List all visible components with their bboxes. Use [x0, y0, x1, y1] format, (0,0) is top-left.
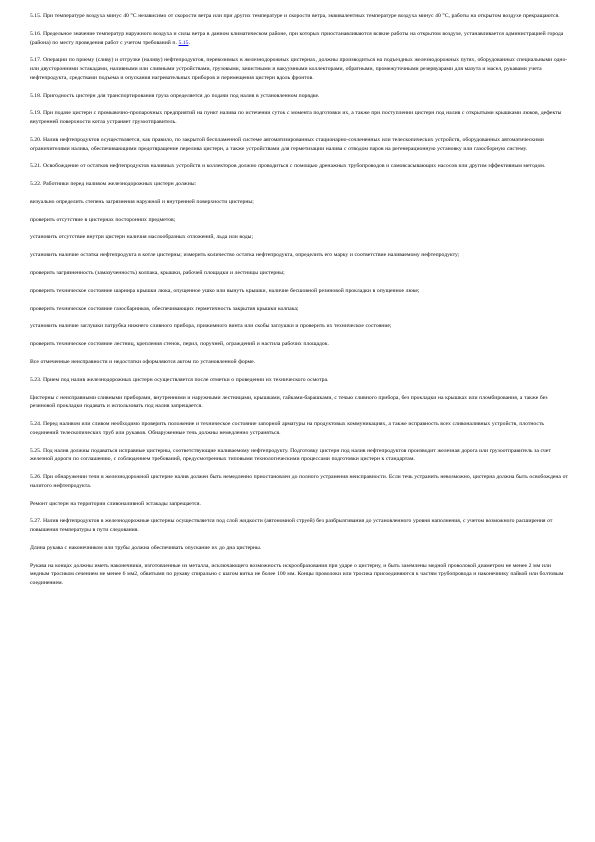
paragraph-5-23-cont: Цистерны с неисправными сливными приборами, внутренними и наружными лестницами, крышками, гайками-барашками, с течью сливного прибора, без прокладки на крышках или пломбирования, а также без резиновой прокладки подавать и использовать под налив запрещается.: [30, 394, 548, 410]
paragraph-5-16-text: 5.16. Предельное значение температур наружного воздуха и силы ветра в данном климатическом районе, при которых приостанавливаются всякие работы на открытом воздухе, устанавливается администрацией города (района) по месту проведения работ с учетом требований п.: [30, 30, 564, 46]
paragraph-5-22-item: проверить техническое состояние шарнира крышки люка, опущенное ушко или вынуть крышки, наличие бесшовной резиновой прокладки в опущенное люке;: [30, 287, 420, 294]
paragraph-5-27: 5.27. Налив нефтепродуктов в железнодорожные цистерны осуществляется под слой жидкости (автономной струей) без разбрызгивания до установленного уровня наполнения, с учетом возможного расширения от повышения температуры в пути следования.: [30, 518, 553, 534]
paragraph-5-27-cont: Рукава на концах должны иметь наконечники, изготовленные из металла, исключающего возможность искрообразования при ударе о цистерну, и быть заземлены медной проволокой диаметром не менее 2 мм или медным тросиком сечением не менее 6 мм2, обвитыми по рукаву спирально с шагом витка не более 100 мм. Концы проволоки или тросика присоединяются к частям трубопровода и наконечнику пайкой или болтовым соединением.: [30, 562, 564, 587]
paragraph-5-27-cont: Длина рукава с наконечником или трубы должна обеспечивать опускание их до дна цистерны.: [30, 544, 262, 551]
paragraph-5-15: 5.15. При температуре воздуха минус 40 °С независимо от скорости ветра или при других температуре и скорости ветра, эквивалентных температуре воздуха минус 40 °С, работы на открытом воздухе прекращаются.: [30, 13, 560, 19]
paragraph-5-16-tail: .: [188, 39, 190, 46]
paragraph-5-26: 5.26. При обнаружении течи в железнодорожной цистерне налив должен быть немедленно приостановлен до полного устранения неисправности. Если течь устранить невозможно, цистерна должна быть освобождена от налитого нефтепродукта.: [30, 474, 568, 489]
paragraph-5-22-item: установить наличие остатка нефтепродукта в котле цистерны; измерить количество остатка нефтепродукта, определить его марку и соответствие наливаемому нефтепродукту;: [30, 252, 460, 259]
paragraph-5-22-item: установить наличие заглушки патрубка нижнего сливного прибора, прижимного винта или скобы заглушки и проверить их техническое состояние;: [30, 323, 392, 330]
paragraph-5-22: 5.22. Работники перед наливом железнодорожных цистерн должны:: [30, 181, 197, 188]
clause-5-15-link[interactable]: 5.15: [178, 39, 189, 46]
paragraph-5-22-item: установить отсутствие внутри цистерн наличия маслообразных отложений, льда или воды;: [30, 234, 254, 241]
paragraph-5-22-item: проверить техническое состояние лестниц, крепления стенок, перил, поручней, ограждений и настила рабочих площадок.: [30, 341, 329, 348]
paragraph-5-19: 5.19. При подаче цистерн с промывочно-пропарочных предприятий на пункт налива по истечении суток с момента подготовки их, а также при поступлении цистерн под налив с открытыми крышками люков, дефекты внутренней поверхности котла устраняет грузоотправитель.: [30, 110, 562, 125]
paragraph-5-20: 5.20. Налив нефтепродуктов осуществляется, как правило, по закрытой беспламенной системе автоматизированных стационарно-сочлененных или телескопических устройств, оборудованных автоматическими ограничителями налива, обеспечивающими предотвращение перелива цистерн, а также устройствами для герметизации налива с отводом паров на регенерационную установку или газосборную систему.: [30, 136, 544, 152]
paragraph-5-18: 5.18. Пригодность цистерн для транспортирования груза определяется до подачи под налив в установленном порядке.: [30, 92, 320, 99]
paragraph-5-22-note: Все отмеченные неисправности и недостатки оформляются актом по установленной форме.: [30, 359, 256, 366]
paragraph-5-23: 5.23. Прием под налив железнодорожных цистерн осуществляется после отметки о проведении их технического осмотра.: [30, 376, 329, 383]
paragraph-5-17: 5.17. Операции по приему (сливу) и отгрузке (наливу) нефтепродуктов, перевозимых в железнодорожных цистернах, должны производиться на подъездных железнодорожных путях, оборудованных специальными одно- или двусторонними эстакадами, наливными или сливными устройствами, грузовыми, зачистными и вакуумными коллекторами, обратными, промежуточными резервуарами для мазута и масел, рукавами учета нефтепродукта, средствами подъема и опускания нагревательных приборов и перемещения цистерн вдоль фронтов.: [30, 57, 568, 81]
paragraph-5-21: 5.21. Освобождение от остатков нефтепродуктов наливных устройств и коллекторов должно проводиться с помощью дренажных трубопроводов и самовсасывающих насосов или другим эффективным методом.: [30, 163, 546, 170]
paragraph-5-22-item: проверить отсутствие в цистернах посторонних предметов;: [30, 216, 176, 223]
paragraph-5-16: [30, 30, 571, 47]
paragraph-5-22-item: проверить загрязненность (замазученность) колпака, крышки, рабочей площадки и лестницы цистерны;: [30, 270, 285, 277]
paragraph-5-26-cont: Ремонт цистерн на территории сливоналивной эстакады запрещается.: [30, 500, 201, 507]
paragraph-5-24: 5.24. Перед наливом или сливом необходимо проверить положение и техническое состояние запорной арматуры на продуктовых коммуникациях, а также исправность всех сливоналивных устройств, плотность соединений телескопических труб или рукавов. Обнаруженные течь должны немедленно устраняться.: [30, 421, 545, 436]
paragraph-5-22-item: визуально определить степень загрязнения наружной и внутренней поверхности цистерны;: [30, 198, 254, 205]
paragraph-5-22-item: проверить техническое состояние газосбарников, обеспечивающих герметичность закрытия крышки колпака;: [30, 305, 299, 312]
paragraph-5-25: 5.25. Под налив должны подаваться исправные цистерны, соответствующие наливаемому нефтепродукту. Подготовку цистерн под налив нефтепродуктов производит железная дорога или грузоотправитель за счет железной дороги по соглашению, с соблюдением требований, предусмотренных типовыми технологическими процессами подготовки цистерн к стандартам.: [30, 447, 551, 463]
